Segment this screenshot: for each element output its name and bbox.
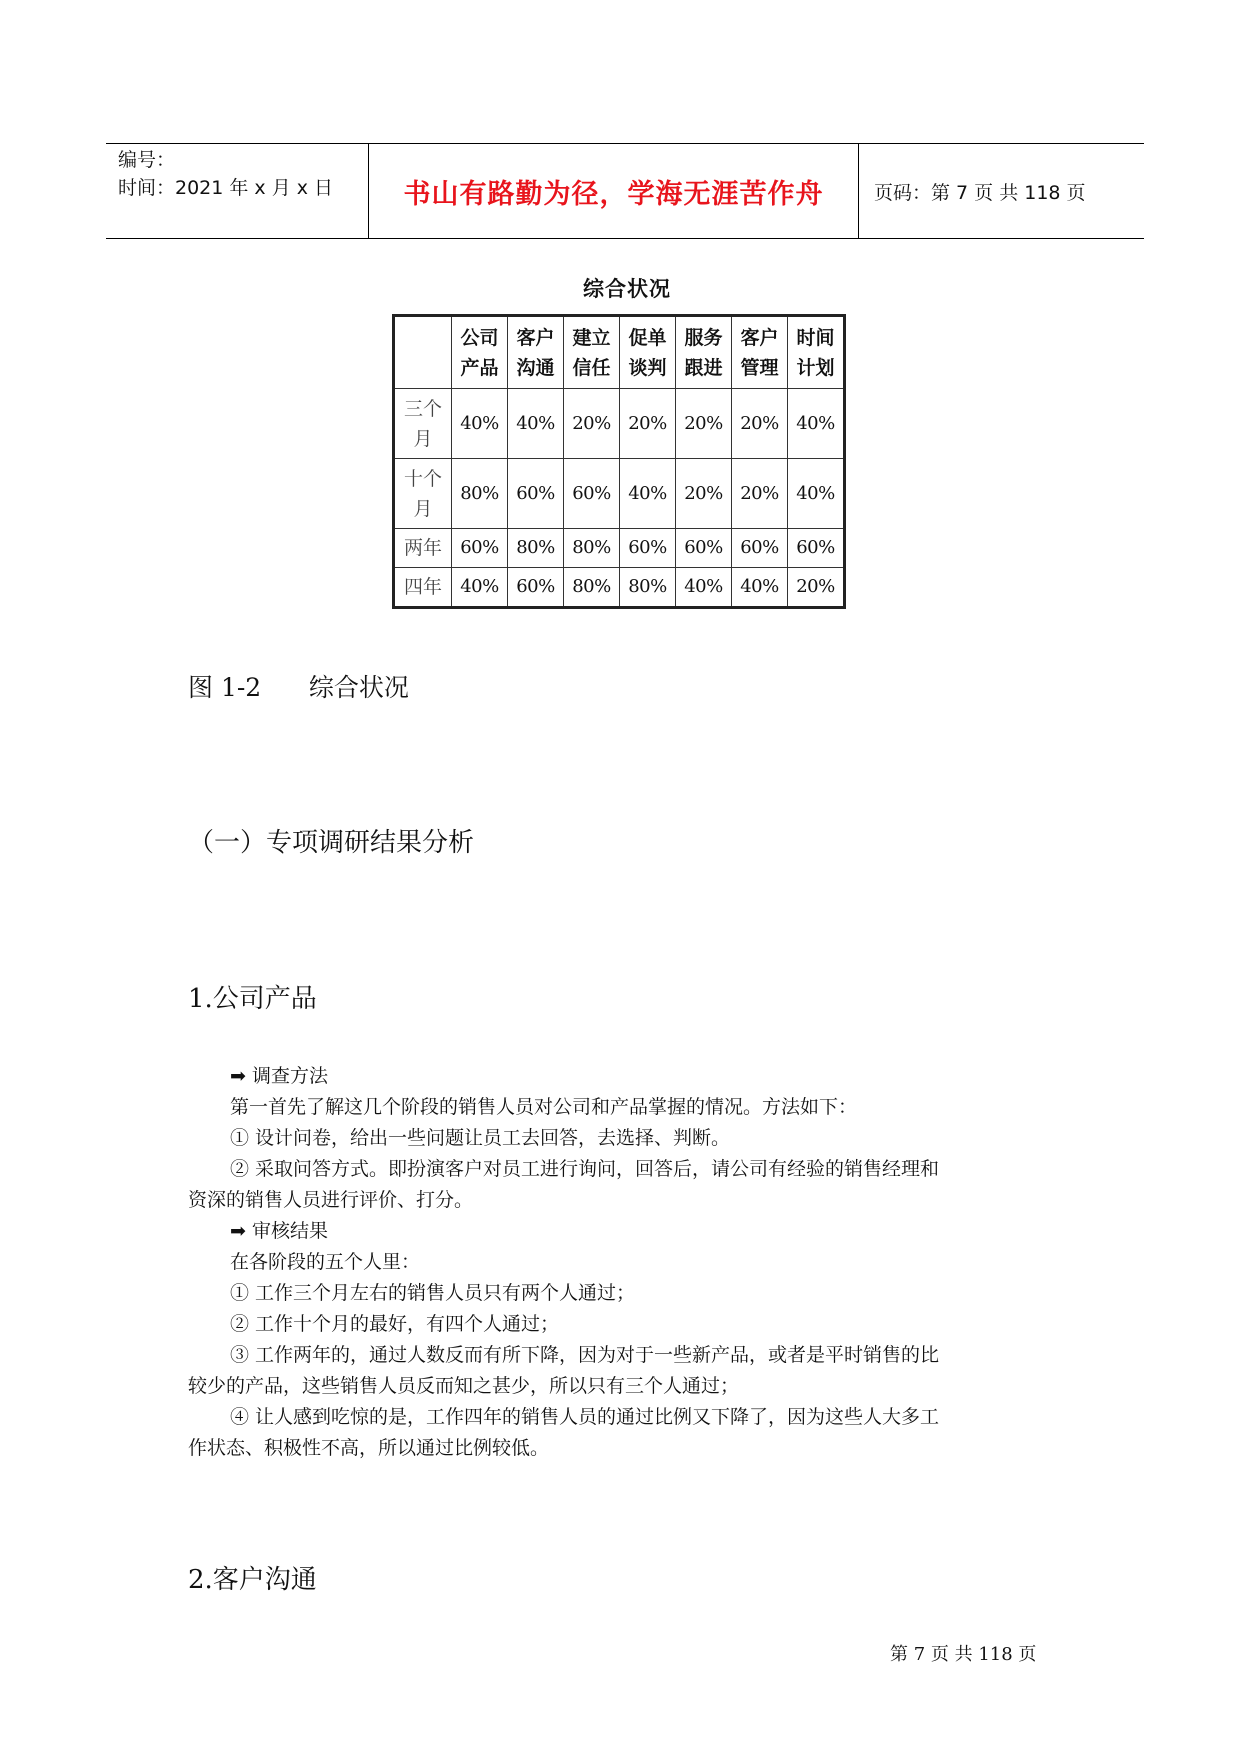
paragraph: ③ 工作两年的，通过人数反而有所下降，因为对于一些新产品，或者是平时销售的比 [230, 1344, 940, 1366]
paragraph: ④ 让人感到吃惊的是，工作四年的销售人员的通过比例又下降了，因为这些人大多工 [230, 1406, 940, 1428]
figure-title: 综合状况 [583, 277, 671, 301]
table-cell: 20% [676, 389, 732, 459]
figure-caption: 图 1-2 综合状况 [188, 673, 409, 702]
column-header [564, 316, 620, 389]
column-header [452, 316, 508, 389]
table-cell: 80% [564, 529, 620, 568]
table-cell: 40% [452, 389, 508, 459]
table-header-row [394, 316, 845, 389]
column-header-text: 服务跟进 [684, 326, 723, 379]
result-title: 审核结果 [252, 1220, 329, 1242]
row-label [394, 459, 452, 529]
page-footer: 第 7 页 共 118 页 [890, 1644, 1037, 1665]
header-motto: 书山有路勤为径，学海无涯苦作舟 [403, 178, 824, 210]
row-label [394, 389, 452, 459]
table-corner-cell [394, 316, 452, 389]
table-row [394, 389, 845, 459]
status-table [392, 314, 846, 609]
table-cell: 40% [452, 568, 508, 608]
table-cell: 40% [676, 568, 732, 608]
table-cell: 60% [732, 529, 788, 568]
column-header-text: 促单谈判 [628, 326, 667, 379]
table-row [394, 459, 845, 529]
header-meta [118, 144, 368, 238]
table-cell: 60% [676, 529, 732, 568]
paragraph: 在各阶段的五个人里： [230, 1251, 421, 1273]
table-row [394, 529, 845, 568]
heading-company-products: 1.公司产品 [188, 984, 317, 1014]
row-label-text: 十个月 [403, 467, 442, 520]
paragraph: 作状态、积极性不高，所以通过比例较低。 [188, 1437, 550, 1459]
table-cell: 20% [676, 459, 732, 529]
table-cell: 20% [732, 459, 788, 529]
row-label: 两年 [394, 529, 452, 568]
method-title: 调查方法 [252, 1065, 329, 1087]
paragraph: ① 工作三个月左右的销售人员只有两个人通过； [230, 1282, 636, 1304]
table-cell: 20% [620, 389, 676, 459]
header-page-info: 页码：第 7 页 共 118 页 [874, 181, 1086, 204]
table-cell: 80% [564, 568, 620, 608]
section-title: （一）专项调研结果分析 [188, 828, 475, 858]
row-label: 四年 [394, 568, 452, 608]
column-header [676, 316, 732, 389]
arrow-right-icon: ➡ [230, 1065, 246, 1087]
body-text [188, 1061, 1060, 1464]
heading-customer-communication: 2.客户沟通 [188, 1565, 317, 1595]
table-cell: 40% [788, 459, 845, 529]
column-header-text: 建立信任 [572, 326, 611, 379]
table-cell: 20% [564, 389, 620, 459]
column-header-text: 客户沟通 [516, 326, 555, 379]
row-label-text: 三个月 [403, 397, 442, 450]
paragraph: 较少的产品，这些销售人员反而知之甚少，所以只有三个人通过； [188, 1375, 740, 1397]
column-header [508, 316, 564, 389]
paragraph: 资深的销售人员进行评价、打分。 [188, 1189, 474, 1211]
table-cell: 80% [508, 529, 564, 568]
table-cell: 80% [452, 459, 508, 529]
column-header [732, 316, 788, 389]
table-cell: 80% [620, 568, 676, 608]
table-cell: 60% [564, 459, 620, 529]
page-header [106, 143, 1144, 239]
table-cell: 20% [732, 389, 788, 459]
table-cell: 60% [620, 529, 676, 568]
table-cell: 20% [788, 568, 845, 608]
table-cell: 40% [620, 459, 676, 529]
method-bullet [188, 1061, 1060, 1092]
table-cell: 60% [508, 459, 564, 529]
time-label: 时间：2021 年 x 月 x 日 [118, 177, 334, 199]
table-cell: 60% [508, 568, 564, 608]
table-cell: 60% [788, 529, 845, 568]
table-cell: 40% [732, 568, 788, 608]
table-row [394, 568, 845, 608]
column-header [620, 316, 676, 389]
column-header [788, 316, 845, 389]
column-header-text: 公司产品 [460, 326, 499, 379]
paragraph: ② 采取问答方式。即扮演客户对员工进行询问，回答后，请公司有经验的销售经理和 [230, 1158, 940, 1180]
paragraph: ② 工作十个月的最好，有四个人通过； [230, 1313, 560, 1335]
paragraph: 第一首先了解这几个阶段的销售人员对公司和产品掌握的情况。方法如下： [230, 1096, 858, 1118]
column-header-text: 客户管理 [740, 326, 779, 379]
table-cell: 40% [788, 389, 845, 459]
paragraph: ① 设计问卷，给出一些问题让员工去回答，去选择、判断。 [230, 1127, 731, 1149]
result-bullet [188, 1216, 1060, 1247]
header-divider [858, 144, 859, 238]
column-header-text: 时间计划 [796, 326, 835, 379]
number-label: 编号： [118, 149, 176, 171]
table-cell: 60% [452, 529, 508, 568]
arrow-right-icon: ➡ [230, 1220, 246, 1242]
table-cell: 40% [508, 389, 564, 459]
